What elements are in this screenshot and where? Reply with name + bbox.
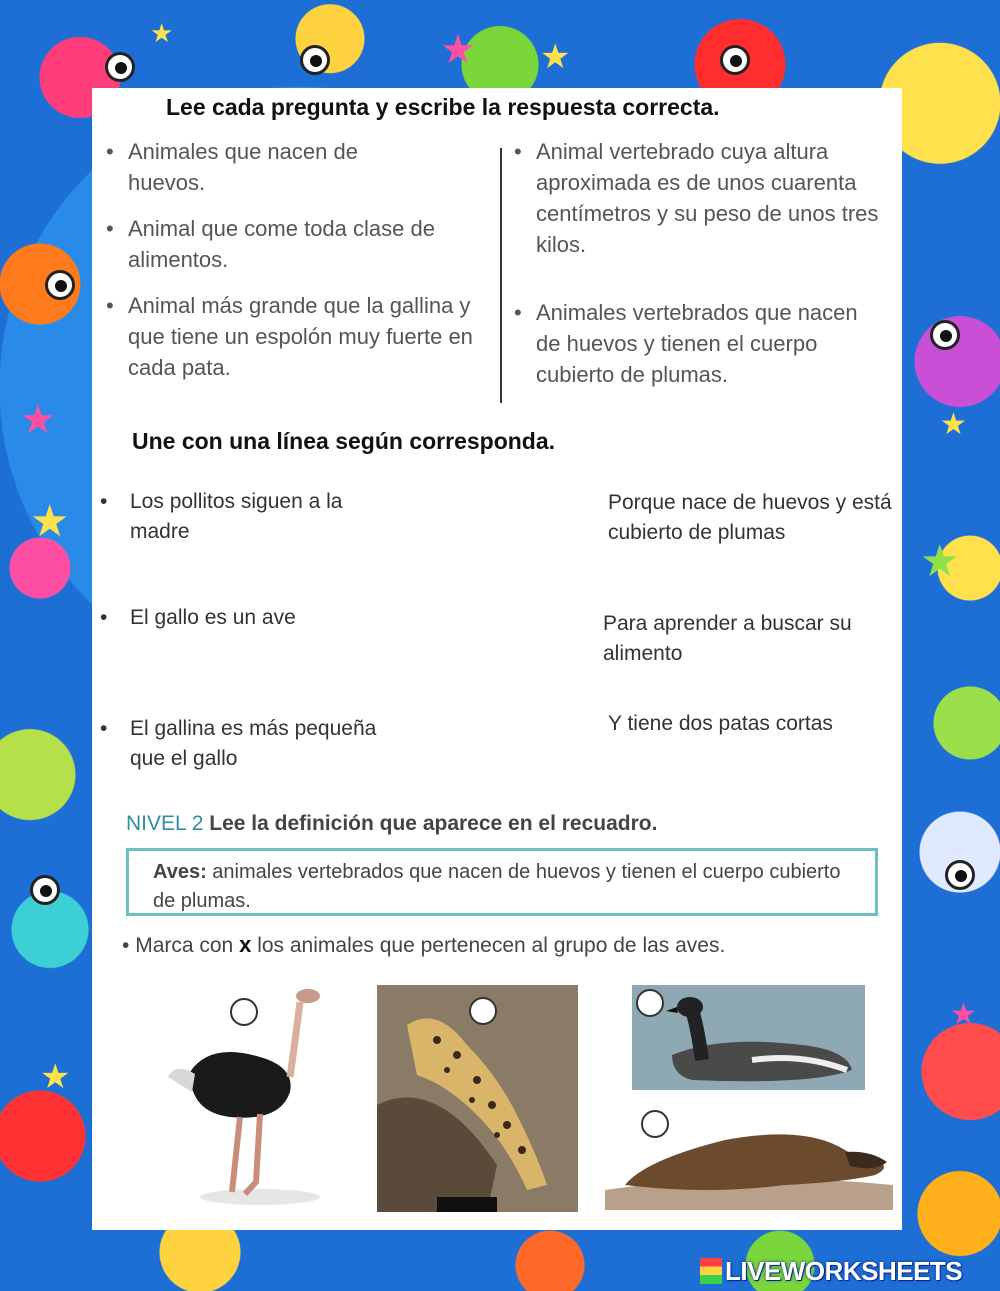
question-text: Animales que nacen de huevos. (128, 139, 358, 195)
star-decoration: ★ (40, 1058, 71, 1096)
liveworksheets-logo-icon (700, 1258, 722, 1284)
star-decoration: ★ (440, 28, 476, 72)
star-decoration: ★ (920, 537, 960, 586)
question-1 (106, 136, 428, 198)
star-decoration: ★ (30, 497, 70, 546)
question-text: Animal vertebrado cuya altura aproximada es de unos cuarenta centímetros y su peso de unos tres kilos. (536, 139, 879, 257)
owl-eye-decoration (30, 875, 60, 905)
star-decoration: ★ (950, 998, 977, 1031)
mark-instruction (122, 932, 725, 958)
duck-drawing (632, 985, 865, 1090)
match-left-2[interactable] (100, 603, 390, 633)
column-divider (500, 148, 502, 403)
owl-eye-decoration (300, 45, 330, 75)
question-2 (106, 213, 488, 275)
question-text: Animal que come toda clase de alimentos. (128, 216, 435, 272)
owl-eye-decoration (930, 320, 960, 350)
answer-circle-duck[interactable] (636, 989, 664, 1017)
definition-text: animales vertebrados que nacen de huevos y tienen el cuerpo cubierto de plumas. (153, 861, 841, 912)
bullet-icon: • (514, 300, 522, 325)
bullet-icon: • (100, 717, 108, 740)
match-text: El gallo es un ave (130, 606, 296, 629)
owl-eye-decoration (105, 52, 135, 82)
match-right-1[interactable]: Porque nace de huevos y está cubierto de plumas (608, 491, 892, 544)
match-right-2[interactable]: Para aprender a buscar su alimento (603, 612, 852, 665)
star-decoration: ★ (940, 408, 967, 441)
star-decoration: ★ (150, 18, 174, 48)
owl-eye-decoration (945, 860, 975, 890)
question-3 (106, 290, 478, 383)
bullet-icon: • (100, 606, 108, 629)
bullet-icon: • (106, 293, 114, 318)
owl-eye-decoration (45, 270, 75, 300)
match-text: El gallina es más pequeña que el gallo (130, 717, 377, 770)
bullet-icon: • (514, 139, 522, 164)
match-right-3[interactable]: Y tiene dos patas cortas (608, 712, 833, 735)
mark-instruction-post: los animales que pertenecen al grupo de las aves. (257, 934, 726, 957)
x-mark: x (239, 932, 252, 957)
match-left-1[interactable] (100, 487, 390, 547)
question-5 (514, 297, 866, 390)
matching-title: Une con una línea según corresponda. (132, 428, 556, 454)
star-decoration: ★ (540, 38, 571, 76)
match-text: Los pollitos siguen a la madre (130, 490, 343, 543)
nivel-heading (126, 812, 657, 836)
answer-circle-leopard[interactable] (469, 997, 497, 1025)
nivel-label: NIVEL 2 (126, 812, 204, 835)
ostrich-picture (150, 982, 340, 1212)
match-left-3[interactable] (100, 714, 390, 774)
duck-picture (632, 985, 865, 1090)
question-text: Animal más grande que la gallina y que tiene un espolón muy fuerte en cada pata. (128, 293, 473, 380)
question-4 (514, 136, 886, 260)
star-decoration: ★ (20, 398, 56, 442)
bullet-icon: • (122, 934, 130, 957)
answer-circle-ostrich[interactable] (230, 998, 258, 1026)
question-text: Animales vertebrados que nacen de huevos y tienen el cuerpo cubierto de plumas. (536, 300, 858, 387)
nivel-instruction: Lee la definición que aparece en el recuadro. (209, 812, 658, 835)
definition-box (126, 848, 878, 916)
bullet-icon: • (106, 216, 114, 241)
watermark-text: LIVEWORKSHEETS (725, 1256, 963, 1286)
page-title: Lee cada pregunta y escribe la respuesta correcta. (160, 92, 726, 123)
owl-eye-decoration (720, 45, 750, 75)
liveworksheets-watermark (700, 1256, 962, 1287)
bullet-icon: • (100, 490, 108, 513)
platypus-picture (605, 1100, 893, 1210)
mark-instruction-pre: Marca con (135, 934, 234, 957)
leopard-picture (377, 985, 578, 1212)
answer-circle-platypus[interactable] (641, 1110, 669, 1138)
definition-term: Aves: (153, 861, 207, 883)
bullet-icon: • (106, 139, 114, 164)
